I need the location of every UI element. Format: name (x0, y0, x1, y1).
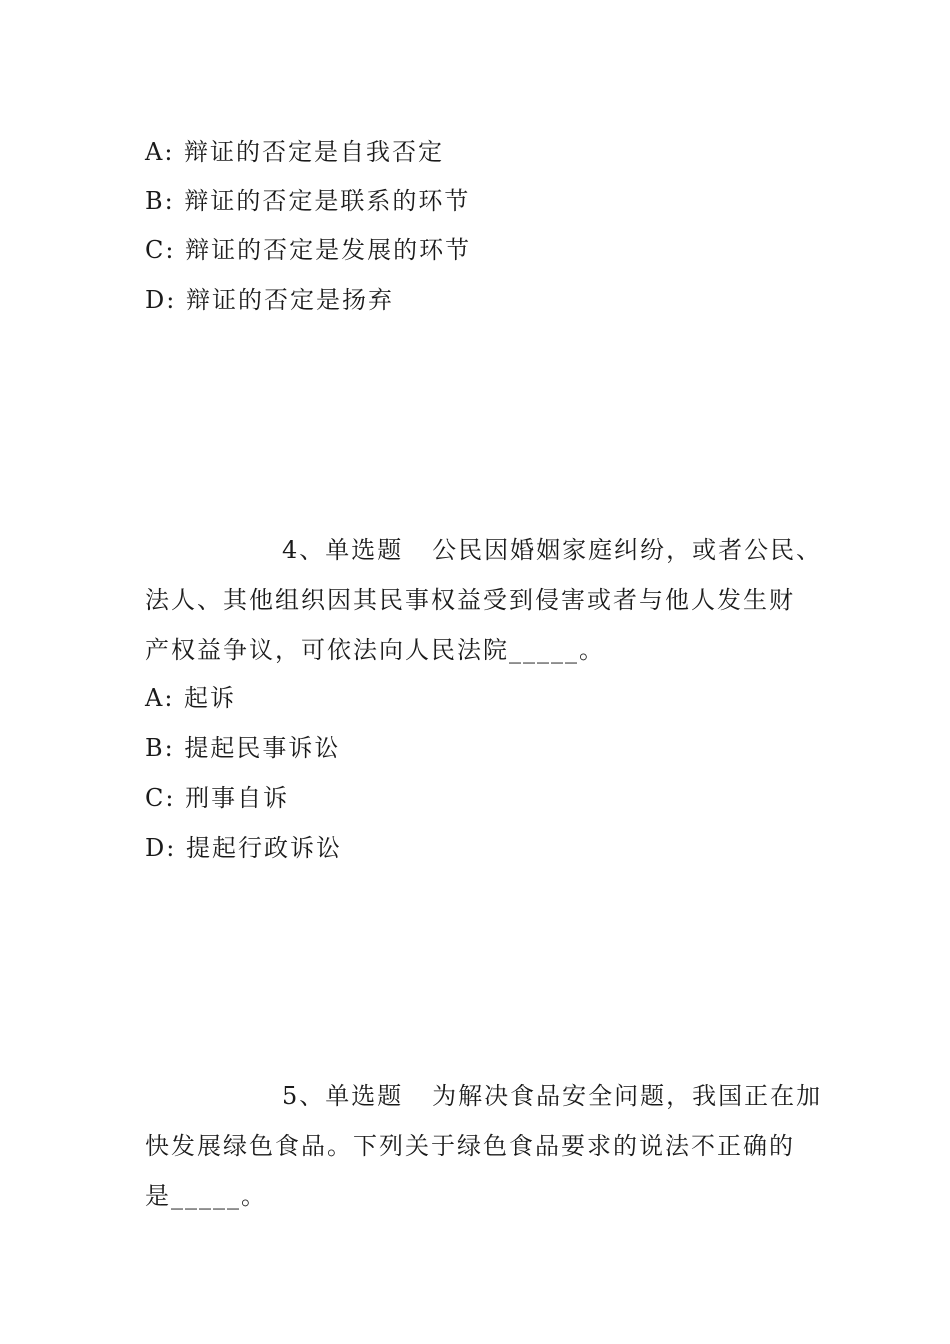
option-c: C: 辩证的否定是发展的环节 (145, 236, 472, 264)
question-4-option-b: B: 提起民事诉讼 (145, 734, 341, 762)
question-4-stem-line-2: 法人、其他组织因其民事权益受到侵害或者与他人发生财 (145, 586, 795, 614)
option-d: D: 辩证的否定是扬弃 (145, 286, 394, 314)
option-b: B: 辩证的否定是联系的环节 (145, 187, 471, 215)
option-a: A: 辩证的否定是自我否定 (145, 138, 445, 166)
question-4-option-d: D: 提起行政诉讼 (145, 834, 342, 862)
question-5-stem-line-2: 快发展绿色食品。下列关于绿色食品要求的说法不正确的 (145, 1132, 795, 1160)
question-4-stem-line-3: 产权益争议，可依法向人民法院_____。 (145, 636, 605, 664)
question-4-stem-line-1: 4、单选题 公民因婚姻家庭纠纷，或者公民、 (282, 536, 823, 564)
question-4-option-c: C: 刑事自诉 (145, 784, 290, 812)
question-4-option-a: A: 起诉 (145, 684, 237, 712)
question-5-stem-line-1: 5、单选题 为解决食品安全问题，我国正在加 (282, 1082, 823, 1110)
question-5-stem-line-3: 是_____。 (145, 1182, 267, 1210)
